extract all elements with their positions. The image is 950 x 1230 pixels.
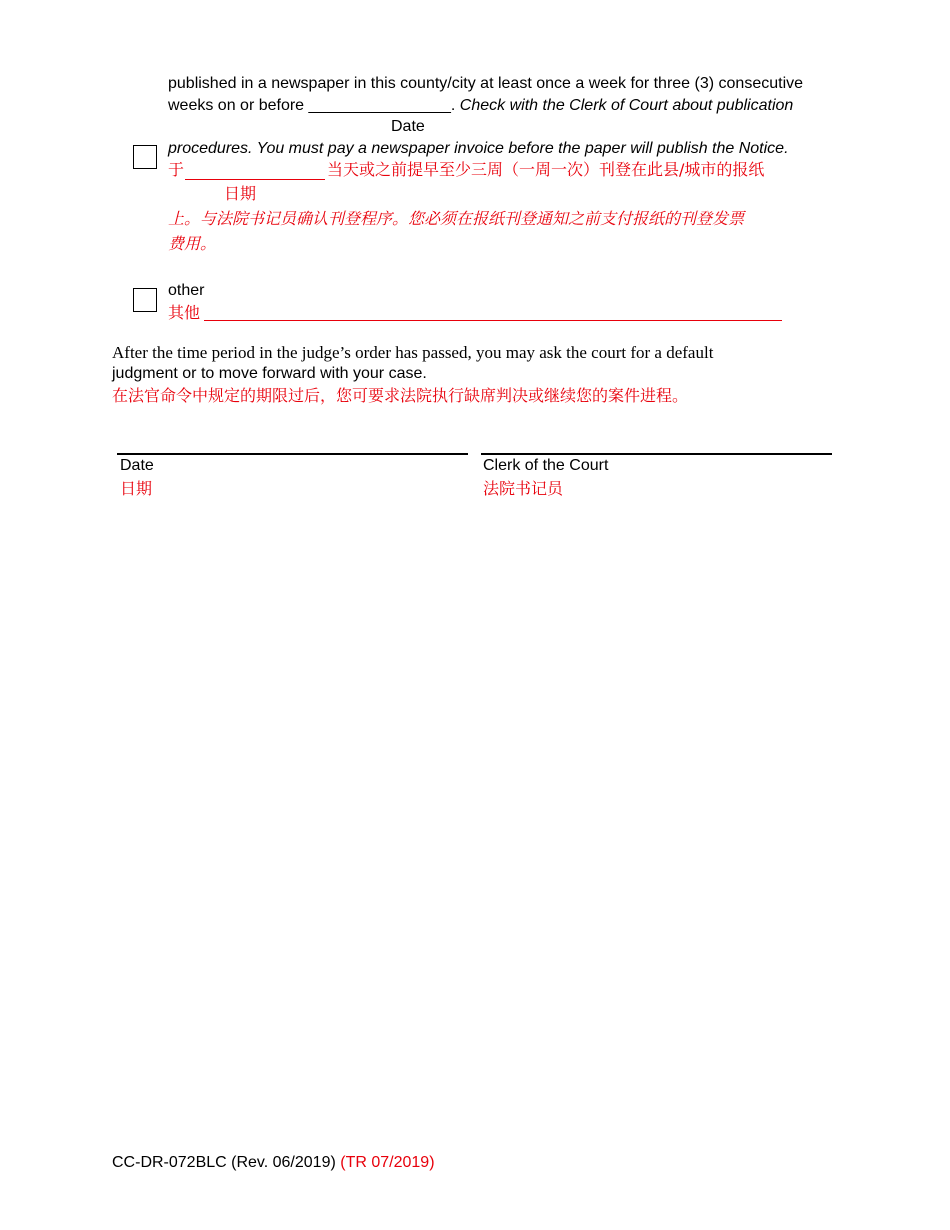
signature-date-label: Date xyxy=(120,457,154,474)
clerk-signature-line[interactable] xyxy=(481,453,832,455)
translation-revision: (TR 07/2019) xyxy=(340,1154,435,1171)
publication-zh-prefix: 于 xyxy=(168,160,185,179)
publication-checkbox[interactable] xyxy=(133,145,157,169)
other-zh-label: 其他 xyxy=(168,303,201,322)
publication-deadline-text: weeks on or before ________________. xyxy=(168,97,456,114)
form-code: CC-DR-072BLC (Rev. 06/2019) xyxy=(112,1154,336,1171)
other-checkbox[interactable] xyxy=(133,288,157,312)
form-footer xyxy=(112,1153,435,1173)
publication-zh-line-3: 费用。 xyxy=(168,234,217,253)
other-label: other xyxy=(168,282,205,299)
other-input-line[interactable] xyxy=(204,320,782,321)
date-signature-line[interactable] xyxy=(117,453,468,455)
signature-clerk-label: Clerk of the Court xyxy=(483,457,609,474)
signature-date-zh: 日期 xyxy=(120,479,153,498)
after-period-line-2: judgment or to move forward with your case. xyxy=(112,365,427,382)
after-period-line-1: After the time period in the judge’s order has passed, you may ask the court for a default xyxy=(112,343,714,362)
publication-zh-date-caption: 日期 xyxy=(224,184,257,203)
signature-clerk-zh: 法院书记员 xyxy=(483,479,564,498)
publication-date-caption: Date xyxy=(391,118,425,135)
publication-clerk-note: Check with the Clerk of Court about publication xyxy=(459,97,794,114)
publication-zh-date-blank[interactable] xyxy=(185,179,325,180)
publication-line-2 xyxy=(168,96,793,116)
publication-zh-line-2: 上。与法院书记员确认刊登程序。您必须在报纸刊登通知之前支付报纸的刊登发票 xyxy=(168,209,745,228)
after-period-zh: 在法官命令中规定的期限过后，您可要求法院执行缺席判决或继续您的案件进程。 xyxy=(112,386,689,405)
publication-line-1: published in a newspaper in this county/city at least once a week for three (3) consecutive xyxy=(168,75,804,92)
publication-invoice-note: procedures. You must pay a newspaper invoice before the paper will publish the Notice. xyxy=(168,140,789,157)
publication-zh-suffix: 当天或之前提早至少三周（一周一次）刊登在此县/城市的报纸 xyxy=(327,160,765,179)
publication-zh-line-1 xyxy=(168,159,184,181)
